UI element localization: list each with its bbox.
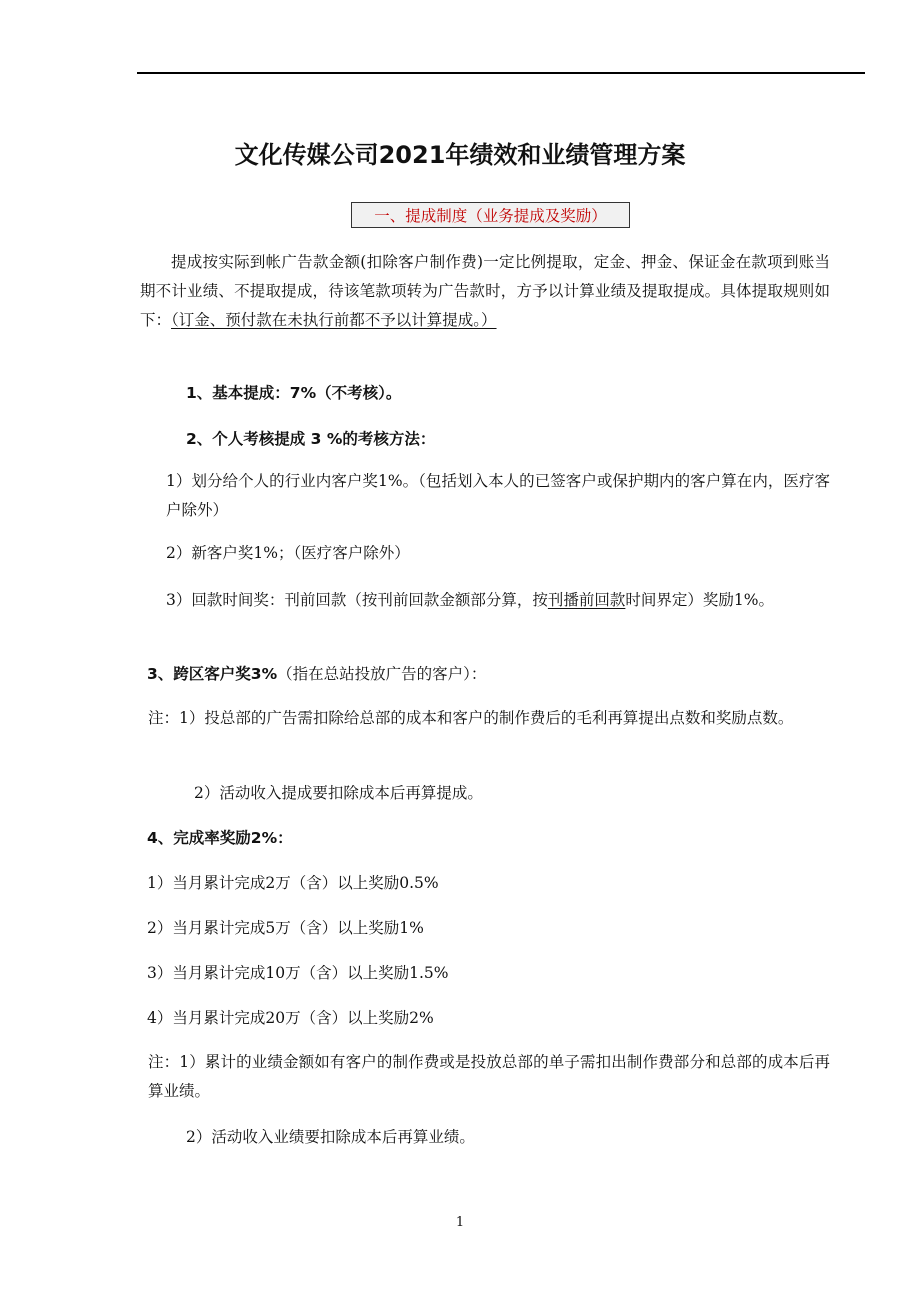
item3-bold: 3、跨区客户奖3%: [147, 665, 278, 683]
item4-note1: [140, 1048, 830, 1106]
section-heading: 一、提成制度（业务提成及奖励）: [351, 202, 630, 228]
item2-sub1: [140, 467, 830, 525]
item2-sub3: [140, 586, 830, 615]
item4-tier-1: 1）当月累计完成2万（含）以上奖励0.5%: [147, 874, 439, 892]
item3-note2: 2）活动收入提成要扣除成本后再算提成。: [194, 784, 483, 802]
page-number: 1: [455, 1215, 465, 1230]
item-personal-assessment: 2、个人考核提成 3 %的考核方法：: [186, 430, 436, 448]
item-basic-commission: 1、基本提成：7%（不考核）。: [186, 384, 402, 402]
item3-note1: [140, 704, 830, 733]
intro-underlined-note: （订金、预付款在未执行前都不予以计算提成。）: [171, 311, 497, 329]
item4-note2: 2）活动收入业绩要扣除成本后再算业绩。: [186, 1128, 475, 1146]
item4-note1-text: 注：1）累计的业绩金额如有客户的制作费或是投放总部的单子需扣出制作费部分和总部的成本后再算业绩。: [148, 1053, 830, 1100]
item2-sub1-text: 1）划分给个人的行业内客户奖1%。（包括划入本人的已签客户或保护期内的客户算在内，医疗客户除外）: [166, 472, 830, 519]
document-title: 文化传媒公司2021年绩效和业绩管理方案: [234, 141, 686, 169]
item4-tier-3: 3）当月累计完成10万（含）以上奖励1.5%: [147, 964, 449, 982]
intro-paragraph: [140, 248, 830, 335]
item4-tier-2: 2）当月累计完成5万（含）以上奖励1%: [147, 919, 424, 937]
item4-tier-4: 4）当月累计完成20万（含）以上奖励2%: [147, 1009, 434, 1027]
item2-sub3-before: 3）回款时间奖：刊前回款（按刊前回款金额部分算，按: [166, 591, 548, 609]
intro-text: 提成按实际到帐广告款金额(扣除客户制作费)一定比例提取，定金、押金、保证金在款项到账当期不计业绩、不提取提成，待该笔款项转为广告款时，方予以计算业绩及提取提成。具体提取规则如下：: [140, 253, 830, 329]
item-completion-rate: 4、完成率奖励2%：: [147, 829, 293, 847]
item-cross-region: [147, 667, 486, 683]
item3-note1-text: 注：1）投总部的广告需扣除给总部的成本和客户的制作费后的毛利再算提出点数和奖励点数。: [148, 709, 794, 727]
item3-rest: （指在总站投放广告的客户）：: [277, 665, 487, 683]
item2-sub3-underlined: 刊播前回款: [547, 591, 626, 609]
item2-sub2: 2）新客户奖1%；（医疗客户除外）: [166, 544, 410, 562]
item2-sub3-after: 时间界定）奖励1%。: [625, 591, 774, 609]
header-rule: [137, 72, 865, 74]
